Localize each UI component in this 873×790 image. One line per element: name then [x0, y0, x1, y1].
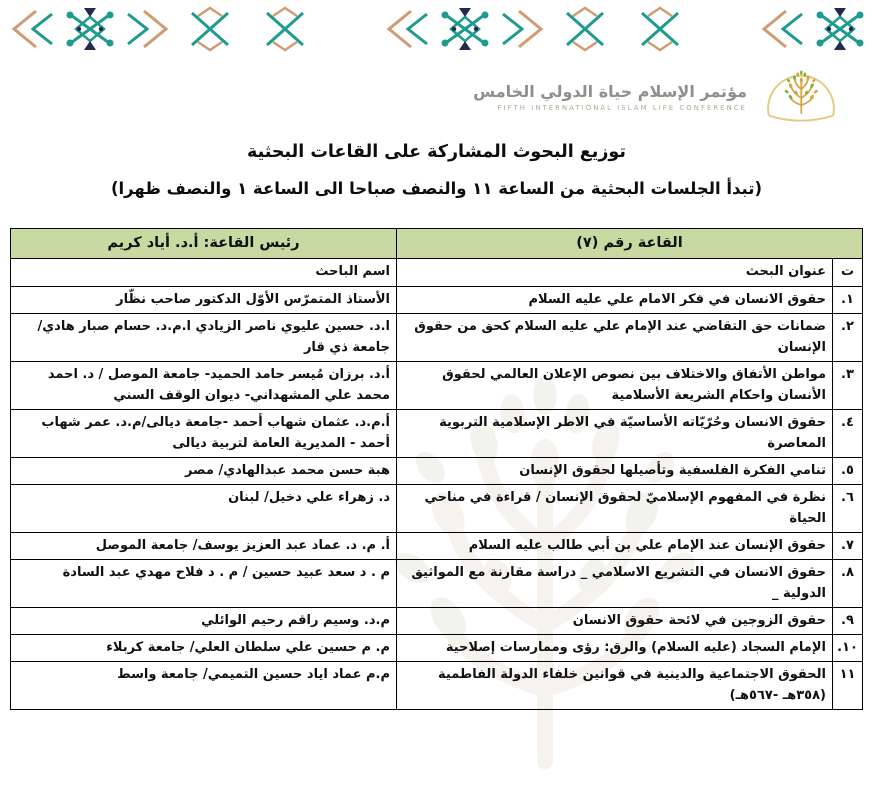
table-row	[11, 313, 863, 361]
table-row	[11, 560, 863, 608]
table-row	[11, 286, 863, 313]
researcher-name-cell: أ.م.د. عثمان شهاب أحمد -جامعة ديالى/م.د. عمر شهاب أحمد - المديرية العامة لتربية ديالى	[11, 409, 397, 457]
conference-brand	[473, 60, 845, 136]
researcher-name-cell: أ.د. برزان مُيسر حامد الحميد- جامعة الموصل / د. احمد محمد علي المشهداني- ديوان الوقف السني	[11, 361, 397, 409]
researcher-name-cell: أ. م. د. عماد عبد العزيز يوسف/ جامعة الموصل	[11, 533, 397, 560]
research-distribution-table	[10, 228, 863, 710]
table-row	[11, 361, 863, 409]
row-number: ٥.	[833, 457, 863, 484]
research-title-cell: الحقوق الاجتماعية والدينية في قوانين خلفاء الدولة الفاطمية (٣٥٨هـ -٥٦٧هـ)	[397, 662, 833, 710]
row-number: ٦.	[833, 484, 863, 532]
column-header-number: ت	[833, 259, 863, 286]
researcher-name-cell: د. زهراء علي دخيل/ لبنان	[11, 484, 397, 532]
hall-number-label: القاعة رقم (٧)	[397, 229, 863, 259]
researcher-name-cell: م . د سعد عبيد حسين / م . د فلاح مهدي عبد السادة	[11, 560, 397, 608]
research-title-cell: حقوق الزوجين في لائحة حقوق الانسان	[397, 608, 833, 635]
research-title-cell: الإمام السجاد (عليه السلام) والرق: رؤى وممارسات إصلاحية	[397, 635, 833, 662]
researcher-name-cell: م. م حسين علي سلطان العلي/ جامعة كربلاء	[11, 635, 397, 662]
researcher-name-cell: ا.د. حسين عليوي ناصر الزيادي ا.م.د. حسام صبار هادي/ جامعة ذي قار	[11, 313, 397, 361]
research-title-cell: تنامي الفكرة الفلسفية وتأصيلها لحقوق الإنسان	[397, 457, 833, 484]
research-title-cell: ضمانات حق التقاضي عند الإمام علي عليه السلام كحق من حقوق الإنسان	[397, 313, 833, 361]
row-number: ٨.	[833, 560, 863, 608]
row-number: ٩.	[833, 608, 863, 635]
researcher-name-cell: هبة حسن محمد عبدالهادي/ مصر	[11, 457, 397, 484]
row-number: ١.	[833, 286, 863, 313]
table-row	[11, 662, 863, 710]
column-header-title: عنوان البحث	[397, 259, 833, 286]
table-row	[11, 608, 863, 635]
page-subtitle: (تبدأ الجلسات البحثية من الساعة ١١ والنصف صباحا الى الساعة ١ والنصف ظهرا)	[110, 179, 763, 198]
column-header-researcher: اسم الباحث	[11, 259, 397, 286]
table-row	[11, 533, 863, 560]
researcher-name-cell: م.م عماد اياد حسين التميمي/ جامعة واسط	[11, 662, 397, 710]
row-number: ٢.	[833, 313, 863, 361]
table-row	[11, 484, 863, 532]
research-title-cell: حقوق الإنسان عند الإمام علي بن أبي طالب عليه السلام	[397, 533, 833, 560]
hall-chair-label: رئيس القاعة: أ.د. أياد كريم	[11, 229, 397, 259]
research-title-cell: نظرة في المفهوم الإسلاميّ لحقوق الإنسان / قراءة في مناحي الحياة	[397, 484, 833, 532]
table-header-hall-row	[11, 229, 863, 259]
decorative-border-pattern	[0, 6, 873, 52]
page-title: توزيع البحوث المشاركة على القاعات البحثية	[247, 142, 626, 162]
table-row	[11, 635, 863, 662]
researcher-name-cell: م.د. وسيم راقم رحيم الوائلي	[11, 608, 397, 635]
table-column-header-row	[11, 259, 863, 286]
row-number: ٧.	[833, 533, 863, 560]
brand-name-arabic: مؤتمر الإسلام حياة الدولي الخامس	[473, 82, 747, 102]
research-title-cell: حقوق الانسان في التشريع الاسلامي _ دراسة مقارنة مع المواثيق الدولية _	[397, 560, 833, 608]
row-number: ١٠.	[833, 635, 863, 662]
row-number: ٤.	[833, 409, 863, 457]
conference-tree-logo-icon	[757, 60, 845, 136]
researcher-name-cell: الأستاذ المتمرّس الأوّل الدكتور صاحب نظّار	[11, 286, 397, 313]
research-title-cell: حقوق الانسان في فكر الامام علي عليه السلام	[397, 286, 833, 313]
row-number: ١١	[833, 662, 863, 710]
research-title-cell: مواطن الأتفاق والاختلاف بين نصوص الإعلان العالمي لحقوق الأنسان واحكام الشريعة الأسلامية	[397, 361, 833, 409]
row-number: ٣.	[833, 361, 863, 409]
brand-name-english: FIFTH INTERNATIONAL ISLAM LIFE CONFERENCE	[497, 103, 747, 112]
table-row	[11, 409, 863, 457]
research-title-cell: حقوق الانسان وحُرّيّاته الأساسيّة في الاطر الإسلامية التربوية المعاصرة	[397, 409, 833, 457]
table-row	[11, 457, 863, 484]
